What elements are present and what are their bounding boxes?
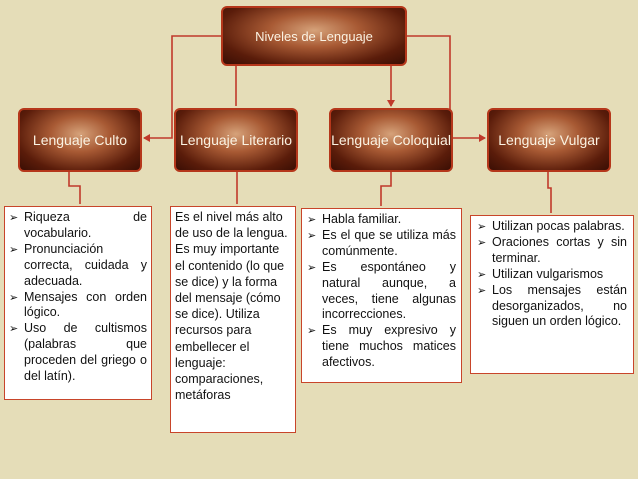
list-item: ➢ Oraciones cortas y sin terminar. <box>477 235 627 267</box>
list-item: ➢ Uso de cultismos (palabras que proceden del griego o del latín). <box>9 321 147 385</box>
vulgar-list <box>477 219 627 330</box>
category-culto <box>18 108 142 172</box>
list-item: ➢ Utilizan pocas palabras. <box>477 219 627 235</box>
list-item: ➢ Es el que se utiliza más comúnmente. <box>307 228 456 260</box>
category-vulgar <box>487 108 611 172</box>
connector-vulgar-box <box>548 172 551 213</box>
category-label: Lenguaje Literario <box>179 132 293 148</box>
root-label: Niveles de Lenguaje <box>255 28 373 44</box>
vulgar-details-box <box>470 215 634 374</box>
list-item: ➢ Pronunciación correcta, cuidada y adecuada. <box>9 242 147 290</box>
list-item: ➢ Es muy expresivo y tiene muchos matices afectivos. <box>307 323 456 371</box>
category-coloquial <box>329 108 453 172</box>
list-item: ➢ Habla familiar. <box>307 212 456 228</box>
root-node <box>221 6 407 66</box>
coloquial-details-box <box>301 208 462 383</box>
list-item: ➢ Utilizan vulgarismos <box>477 267 627 283</box>
culto-list <box>9 210 147 385</box>
category-label: Lenguaje Vulgar <box>498 132 600 148</box>
culto-details-box <box>4 206 152 400</box>
literario-text: Es el nivel más alto de uso de la lengua. Es muy importante el contenido (lo que se dice) y la forma del mensaje (cómo se dice). Utiliza recursos para embellecer el lenguaje: comparaciones, metáforas <box>175 210 288 403</box>
category-literario <box>174 108 298 172</box>
list-item: ➢ Riqueza de vocabulario. <box>9 210 147 242</box>
literario-details-box <box>170 206 296 433</box>
list-item: ➢ Los mensajes están desorganizados, no siguen un orden lógico. <box>477 283 627 331</box>
category-label: Lenguaje Coloquial <box>331 132 451 148</box>
list-item: ➢ Mensajes con orden lógico. <box>9 290 147 322</box>
list-item: ➢ Es espontáneo y natural aunque, a veces, tiene algunas incorrecciones. <box>307 260 456 324</box>
category-label: Lenguaje Culto <box>32 132 128 148</box>
connector-coloquial-box <box>381 172 391 206</box>
coloquial-list <box>307 212 456 371</box>
connector-culto-box <box>69 172 80 204</box>
